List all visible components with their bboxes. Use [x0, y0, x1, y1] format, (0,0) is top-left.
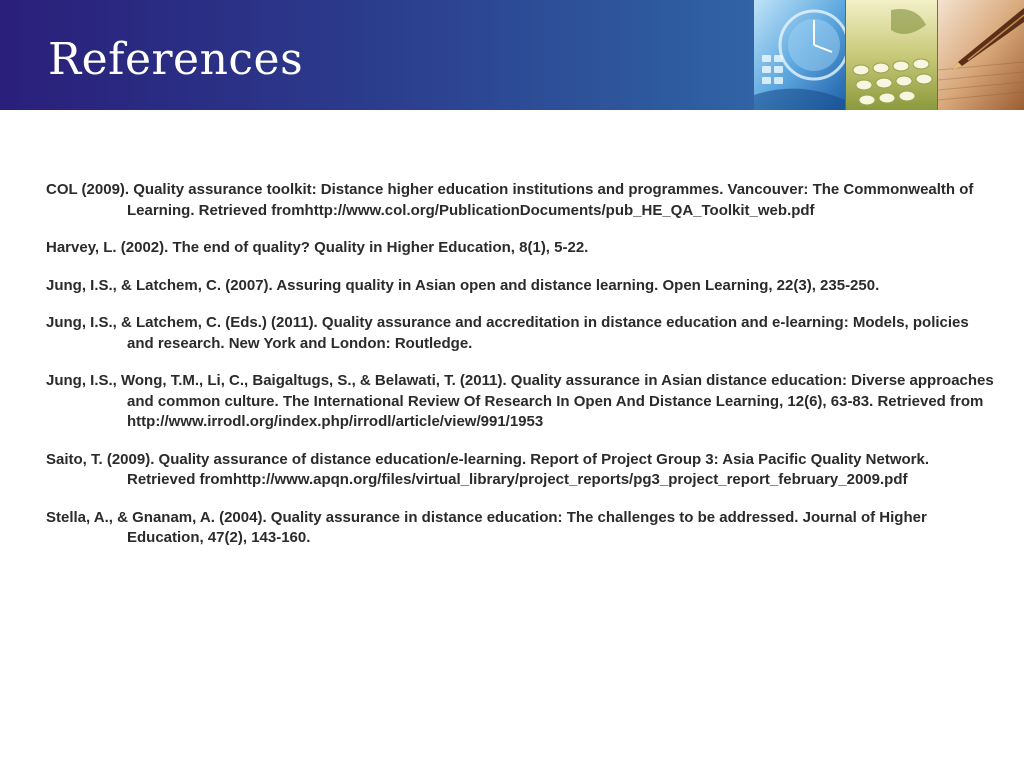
reference-list: [46, 180, 996, 566]
reference-item: Saito, T. (2009). Quality assurance of distance education/e-learning. Report of Project Group 3: Asia Pacific Quality Network. Retrieved fromhttp://www.apqn.org/files/virtual_library/project_reports/pg3_project_report_february_2009.pdf: [46, 450, 930, 488]
reference-item: Harvey, L. (2002). The end of quality? Quality in Higher Education, 8(1), 5-22.: [46, 239, 589, 256]
reference-item: Jung, I.S., & Latchem, C. (Eds.) (2011). Quality assurance and accreditation in distance education and e-learning: Models, policies and research. New York and London: Routledge.: [46, 314, 969, 352]
reference-item: Jung, I.S., Wong, T.M., Li, C., Baigaltugs, S., & Belawati, T. (2011). Quality assurance in Asian distance education: Diverse approaches and common culture. The International Review Of Research In Open And Distance Learning, 12(6), 63-83. Retrieved from http://www.irrodl.org/index.php/irrodl/article/view/991/1953: [46, 372, 994, 430]
pen-image: [938, 0, 1024, 110]
slide-title: References: [48, 34, 304, 85]
calculator-image: [846, 0, 937, 110]
slide-header: [0, 0, 1024, 110]
reference-item: COL (2009). Quality assurance toolkit: Distance higher education institutions and programmes. Vancouver: The Commonwealth of Learning. Retrieved fromhttp://www.col.org/PublicationDocuments/pub_HE_QA_Toolkit_web.pdf: [46, 181, 974, 219]
clock-image: [754, 0, 845, 110]
reference-item: Jung, I.S., & Latchem, C. (2007). Assuring quality in Asian open and distance learning. Open Learning, 22(3), 235-250.: [46, 276, 880, 294]
reference-item: Stella, A., & Gnanam, A. (2004). Quality assurance in distance education: The challenges to be addressed. Journal of Higher Education, 47(2), 143-160.: [46, 508, 927, 546]
